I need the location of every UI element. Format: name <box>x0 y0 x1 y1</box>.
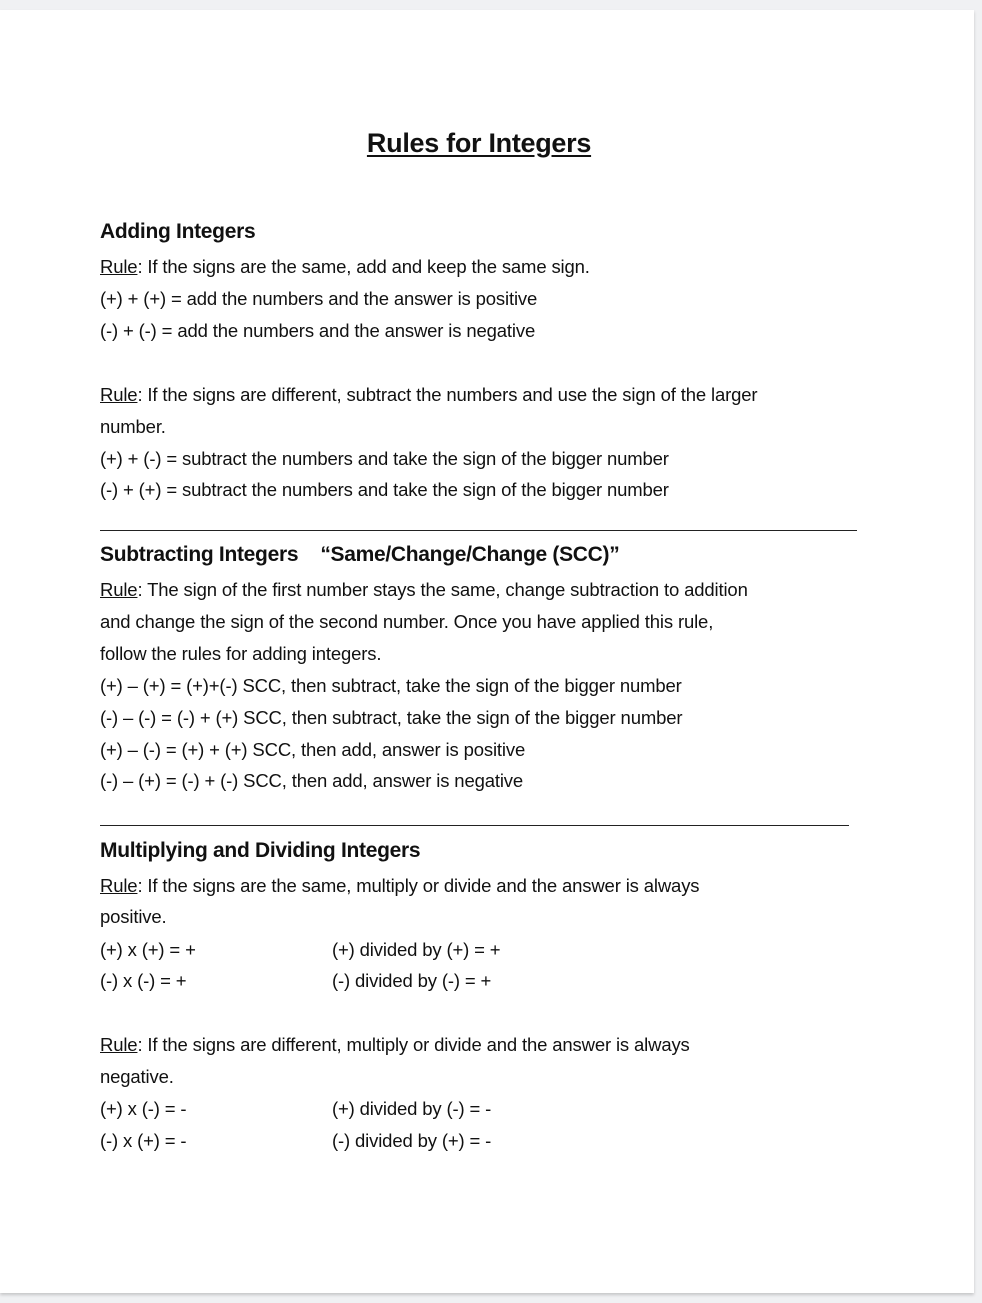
mult-rule: (+) x (-) = - <box>100 1098 187 1119</box>
subtracting-rule-line-3: follow the rules for adding integers. <box>100 643 382 664</box>
rule-label: Rule <box>100 875 138 896</box>
subtracting-rule-line-1 <box>100 579 748 601</box>
adding-rule-2 <box>100 384 757 406</box>
same-row-2 <box>100 970 492 992</box>
rule-label: Rule <box>100 256 138 277</box>
subtracting-heading: Subtracting Integers “Same/Change/Change (SCC)” <box>100 543 620 566</box>
section-divider <box>100 530 857 531</box>
diff-row-2 <box>100 1130 492 1152</box>
rule-label: Rule <box>100 384 138 405</box>
div-rule: (+) divided by (+) = + <box>332 939 501 960</box>
rule-text: : If the signs are different, subtract the numbers and use the sign of the larger <box>137 384 758 405</box>
multiplying-heading: Multiplying and Dividing Integers <box>100 839 421 862</box>
mult-rule: (-) x (+) = - <box>100 1130 187 1151</box>
subtracting-example-2: (-) – (-) = (-) + (+) SCC, then subtract, take the sign of the bigger number <box>100 707 683 728</box>
subtracting-example-4: (-) – (+) = (-) + (-) SCC, then add, answer is negative <box>100 770 524 791</box>
subtracting-example-1: (+) – (+) = (+)+(-) SCC, then subtract, take the sign of the bigger number <box>100 675 682 696</box>
subtracting-rule-line-2: and change the sign of the second number. Once you have applied this rule, <box>100 611 714 632</box>
adding-rule-2-cont: number. <box>100 416 166 437</box>
adding-diff-line-2: (-) + (+) = subtract the numbers and take the sign of the bigger number <box>100 479 669 500</box>
section-divider <box>100 825 849 826</box>
multiplying-rule-1 <box>100 875 699 897</box>
adding-heading: Adding Integers <box>100 220 256 243</box>
multiplying-rule-1-cont: positive. <box>100 906 167 927</box>
multiplying-rule-2-cont: negative. <box>100 1066 174 1087</box>
adding-rule-1 <box>100 256 590 278</box>
same-row-1 <box>100 939 501 961</box>
rule-text: : If the signs are different, multiply or divide and the answer is always <box>137 1034 690 1055</box>
subtracting-example-3: (+) – (-) = (+) + (+) SCC, then add, answer is positive <box>100 739 526 760</box>
div-rule: (+) divided by (-) = - <box>332 1098 492 1119</box>
mult-rule: (+) x (+) = + <box>100 939 196 960</box>
page-title: Rules for Integers <box>366 128 592 158</box>
rule-label: Rule <box>100 579 138 600</box>
rule-text: : If the signs are the same, multiply or divide and the answer is always <box>137 875 700 896</box>
mult-rule: (-) x (-) = + <box>100 970 187 991</box>
adding-same-line-2: (-) + (-) = add the numbers and the answer is negative <box>100 320 536 341</box>
multiplying-rule-2 <box>100 1034 690 1056</box>
rule-text: : If the signs are the same, add and keep the same sign. <box>137 256 590 277</box>
rule-text: : The sign of the first number stays the same, change subtraction to addition <box>137 579 748 600</box>
rule-label: Rule <box>100 1034 138 1055</box>
div-rule: (-) divided by (+) = - <box>332 1130 492 1151</box>
diff-row-1 <box>100 1098 492 1120</box>
div-rule: (-) divided by (-) = + <box>332 970 492 991</box>
adding-same-line-1: (+) + (+) = add the numbers and the answer is positive <box>100 288 538 309</box>
adding-diff-line-1: (+) + (-) = subtract the numbers and take the sign of the bigger number <box>100 448 669 469</box>
